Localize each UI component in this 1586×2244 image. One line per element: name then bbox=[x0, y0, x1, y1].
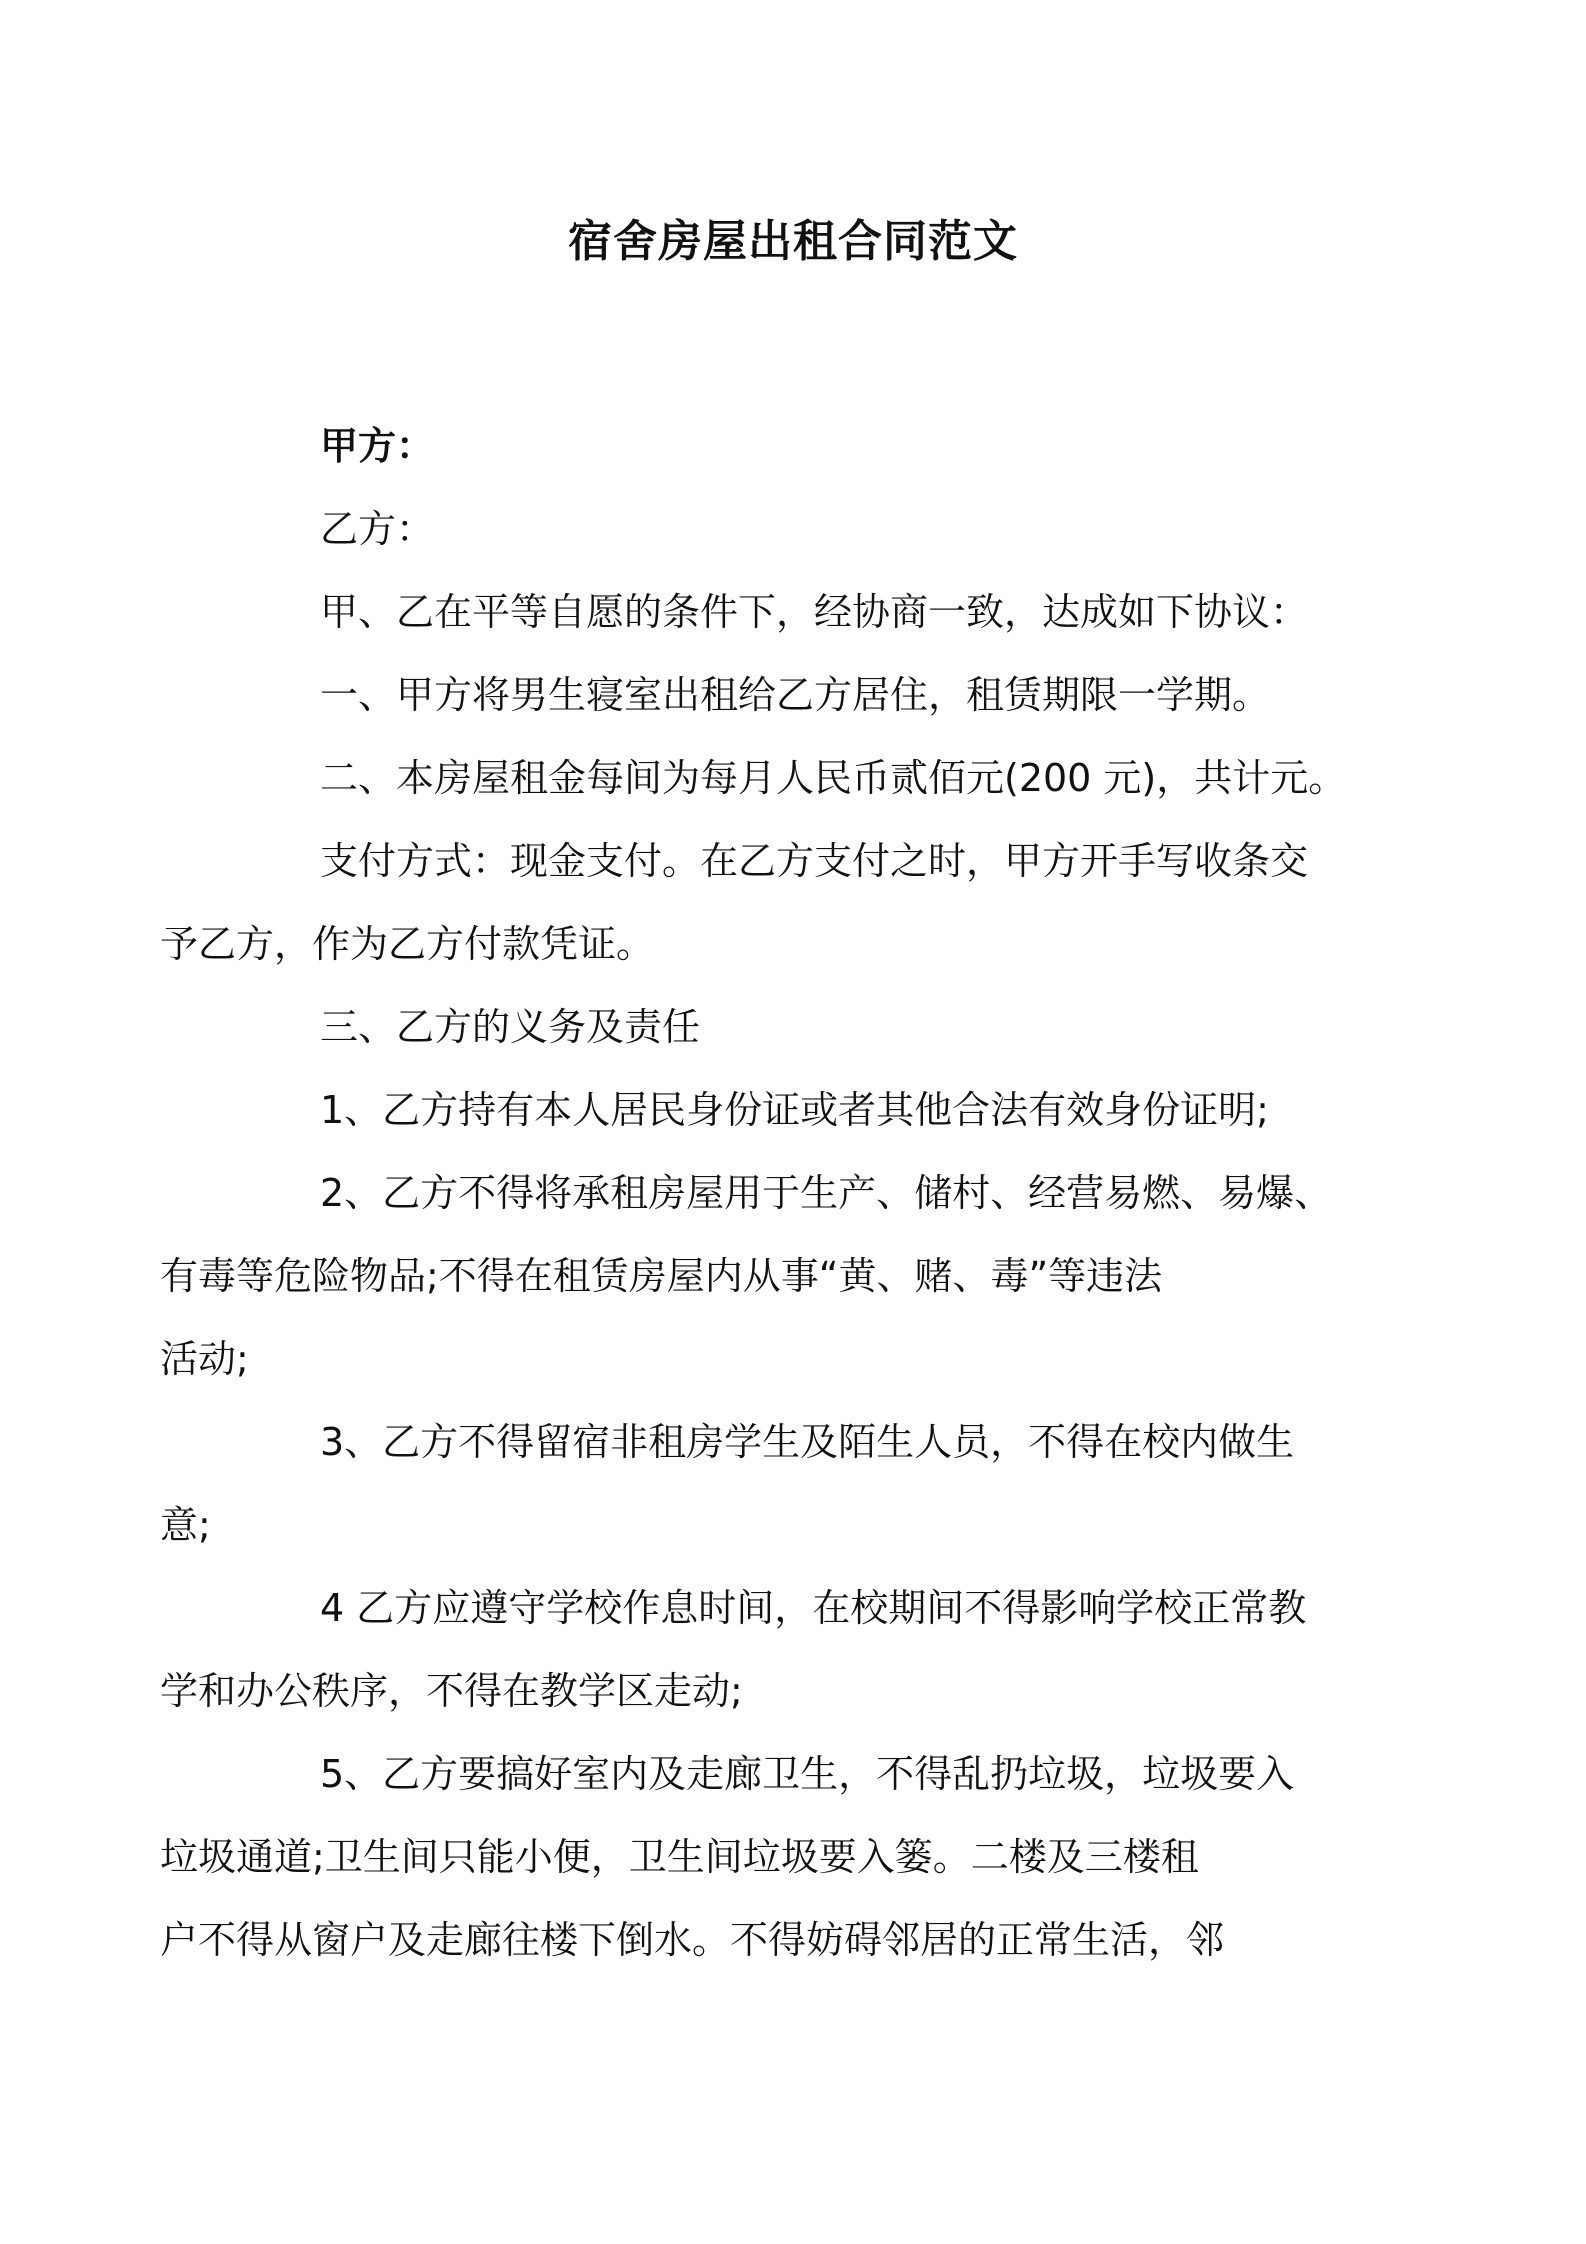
item-3-line-1: 3、乙方不得留宿非租房学生及陌生人员，不得在校内做生 bbox=[320, 1420, 1295, 1464]
item-5-line-2: 垃圾通道;卫生间只能小便，卫生间垃圾要入篓。二楼及三楼租 bbox=[160, 1835, 1199, 1879]
item-1-text: 1、乙方持有本人居民身份证或者其他合法有效身份证明; bbox=[320, 1088, 1269, 1132]
clause-3-heading bbox=[240, 986, 1370, 1069]
party-a-label bbox=[240, 405, 1370, 488]
document-title: 宿舍房屋出租合同范文 bbox=[568, 216, 1018, 267]
clause-1-text: 一、甲方将男生寝室出租给乙方居住，租赁期限一学期。 bbox=[320, 673, 1271, 717]
item-3 bbox=[160, 1401, 1370, 1567]
party-b-label bbox=[240, 488, 1370, 571]
intro-text: 甲、乙在平等自愿的条件下，经协商一致，达成如下协议： bbox=[320, 590, 1309, 634]
document-body bbox=[160, 405, 1370, 1982]
item-5 bbox=[160, 1733, 1370, 1982]
item-5-line-3: 户不得从窗户及走廊往楼下倒水。不得妨碍邻居的正常生活，邻 bbox=[160, 1918, 1225, 1962]
payment-line-1: 支付方式：现金支付。在乙方支付之时，甲方开手写收条交 bbox=[320, 839, 1309, 883]
clause-3-heading-text: 三、乙方的义务及责任 bbox=[320, 1005, 701, 1049]
item-5-line-1: 5、乙方要搞好室内及走廊卫生，不得乱扔垃圾，垃圾要入 bbox=[320, 1752, 1295, 1796]
party-a-text: 甲方： bbox=[320, 424, 435, 468]
item-2-line-2: 有毒等危险物品;不得在租赁房屋内从事“黄、赌、毒”等违法 bbox=[160, 1254, 1163, 1298]
intro-paragraph bbox=[240, 571, 1370, 654]
clause-2 bbox=[240, 737, 1370, 820]
item-4-line-1: 4 乙方应遵守学校作息时间，在校期间不得影响学校正常教 bbox=[320, 1586, 1307, 1630]
clause-2-text: 二、本房屋租金每间为每月人民币贰佰元(200 元)，共计元。 bbox=[320, 756, 1347, 800]
party-b-text: 乙方： bbox=[320, 507, 435, 551]
payment-line-2: 予乙方，作为乙方付款凭证。 bbox=[160, 922, 655, 966]
item-2-line-1: 2、乙方不得将承租房屋用于生产、储村、经营易燃、易爆、 bbox=[320, 1171, 1333, 1215]
item-2-line-3: 活动; bbox=[160, 1337, 249, 1381]
item-4 bbox=[160, 1567, 1370, 1733]
item-3-line-2: 意; bbox=[160, 1503, 211, 1547]
clause-1 bbox=[240, 654, 1370, 737]
item-2 bbox=[160, 1152, 1370, 1401]
payment-method bbox=[160, 820, 1370, 986]
item-1 bbox=[240, 1069, 1370, 1152]
item-4-line-2: 学和办公秩序，不得在教学区走动; bbox=[160, 1669, 743, 1713]
